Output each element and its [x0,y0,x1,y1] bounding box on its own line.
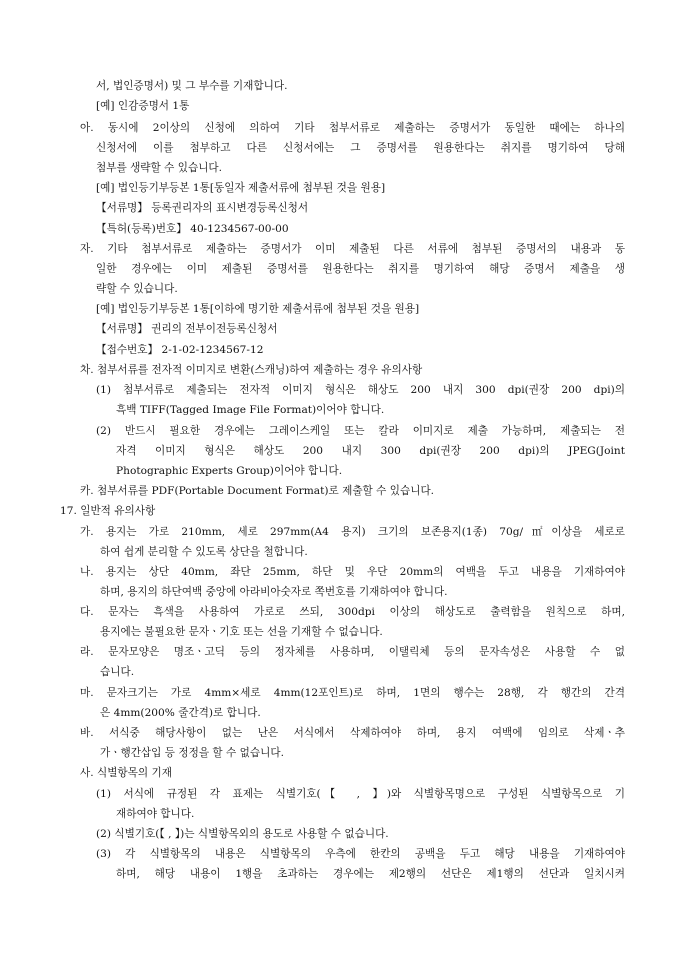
text-line: (2) 반드시 필요한 경우에는 그레이스케일 또는 칼라 이미지로 제출 가능하며, 제출되는 전 [96,425,625,437]
text-line: 【서류명】 권리의 전부이전등록신청서 [96,323,278,335]
text-line: 서, 법인증명서) 및 그 부수를 기재합니다. [96,80,288,92]
text-line: (1) 서식에 규정된 각 표제는 식별기호(【 , 】)와 식별항목명으로 구성된 식별항목으로 기 [96,788,625,800]
text-line: (1) 첨부서류로 제출되는 전자적 이미지 형식은 해상도 200 내지 300 dpi(권장 200 dpi)의 [96,384,625,396]
text-line: 하여 쉽게 분리할 수 있도록 상단을 철합니다. [100,546,308,558]
text-line: 바. 서식중 해당사항이 없는 난은 서식에서 삭제하여야 하며, 용지 여백에 임의로 삭제ㆍ추 [80,727,625,739]
text-line: 마. 문자크기는 가로 4mm×세로 4mm(12포인트)로 하며, 1면의 행수는 28행, 각 행간의 간격 [80,687,625,699]
text-line: 사. 식별항목의 기재 [80,767,172,779]
text-line: 【서류명】 등록권리자의 표시변경등록신청서 [96,202,309,214]
text-line: 나. 용지는 상단 40mm, 좌단 25mm, 하단 및 우단 20mm의 여백을 두고 내용을 기재하여야 [80,566,625,578]
text-line: 하며, 해당 내용이 1행을 초과하는 경우에는 제2행의 선단은 제1행의 선단과 일치시켜 [116,868,625,880]
text-line: Photographic Experts Group)이어야 합니다. [116,465,343,477]
text-line: 카. 첨부서류를 PDF(Portable Document Format)로 제출할 수 있습니다. [80,485,435,497]
text-line: 략할 수 있습니다. [96,283,178,295]
text-line: 가. 용지는 가로 210mm, 세로 297mm(A4 용지) 크기의 보존용지(1종) 70g/㎡이상을 세로로 [80,526,625,538]
text-line: 습니다. [100,666,135,678]
text-line: [예] 인감증명서 1통 [96,100,190,112]
text-line: [예] 법인등기부등본 1통[동일자 제출서류에 첨부된 것을 원용] [96,182,386,194]
text-line: 자격 이미지 형식은 해상도 200 내지 300 dpi(권장 200 dpi)의 JPEG(Joint [116,445,625,457]
text-line: 가ㆍ행간삽입 등 정정을 할 수 없습니다. [100,747,284,759]
text-line: 차. 첨부서류를 전자적 이미지로 변환(스캐닝)하여 제출하는 경우 유의사항 [80,364,423,376]
text-line: 흑백 TIFF(Tagged Image File Format)이어야 합니다. [116,404,385,416]
text-line: 다. 문자는 흑색을 사용하여 가로로 쓰되, 300dpi 이상의 해상도로 출력함을 원칙으로 하며, [80,606,625,618]
text-line: [예] 법인등기부등본 1통[이하에 명기한 제출서류에 첨부된 것을 원용] [96,303,420,315]
section-heading: 17. 일반적 유의사항 [60,505,156,517]
text-line: 아. 동시에 2이상의 신청에 의하여 기타 첨부서류로 제출하는 증명서가 동일한 때에는 하나의 [80,122,625,134]
text-line: 재하여야 합니다. [116,808,195,820]
text-line: 자. 기타 첨부서류로 제출하는 증명서가 이미 제출된 다른 서류에 첨부된 증명서의 내용과 동 [80,243,625,255]
text-line: 신청서에 이를 첨부하고 다른 신청서에는 그 증명서를 원용한다는 취지를 명기하여 당해 [96,142,625,154]
text-line: 【접수번호】 2-1-02-1234567-12 [96,344,264,356]
text-line: 첨부를 생략할 수 있습니다. [96,162,223,174]
text-line: 하며, 용지의 하단여백 중앙에 아라비아숫자로 쪽번호를 기재하여야 합니다. [100,586,448,598]
text-line: (2) 식별기호(【 , 】)는 식별항목외의 용도로 사용할 수 없습니다. [96,828,389,840]
text-line: 일한 경우에는 이미 제출된 증명서를 원용한다는 취지를 명기하여 해당 증명서 제출을 생 [96,263,625,275]
text-line: 용지에는 불필요한 문자ㆍ기호 또는 선을 기재할 수 없습니다. [100,626,383,638]
text-line: (3) 각 식별항목의 내용은 식별항목의 우측에 한칸의 공백을 두고 해당 내용을 기재하여야 [96,848,625,860]
text-line: 은 4mm(200% 줄간격)로 합니다. [100,707,261,719]
text-line: 【특허(등록)번호】 40-1234567-00-00 [96,223,289,235]
text-line: 라. 문자모양은 명조ㆍ고딕 등의 정자체를 사용하며, 이탤릭체 등의 문자속성은 사용할 수 없 [80,646,625,658]
